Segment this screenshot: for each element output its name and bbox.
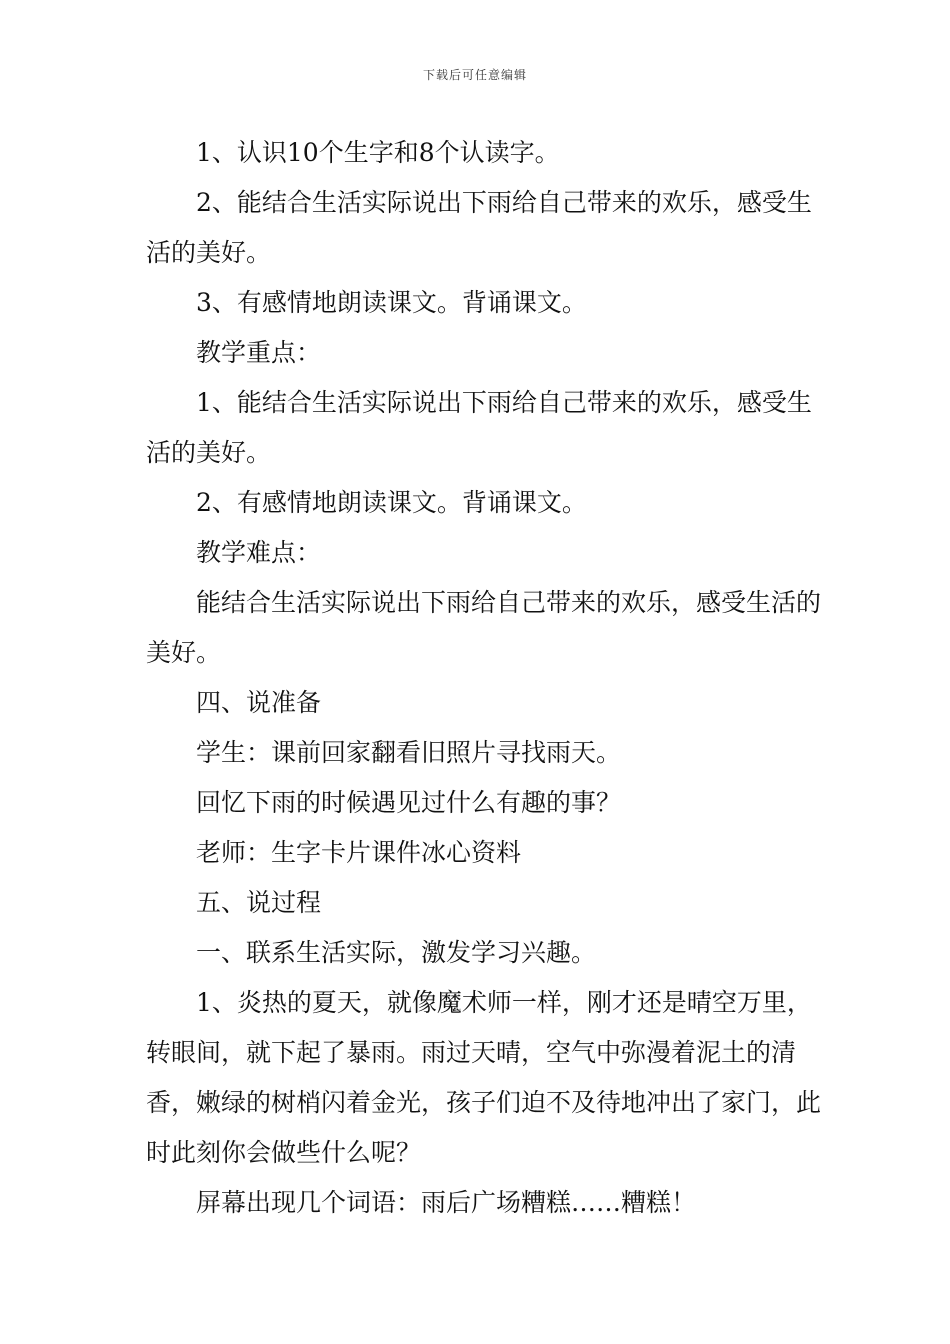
paragraph-teacher-prep: 老师：生字卡片课件冰心资料 [196,838,522,867]
paragraph-step-one: 一、联系生活实际，激发学习兴趣。 [196,938,597,967]
heading-process: 五、说过程 [196,888,322,917]
paragraph-screen-words: 屏幕出现几个词语：雨后广场糟糕……糟糕！ [196,1188,697,1217]
paragraph-student-prep: 学生：课前回家翻看旧照片寻找雨天。 [196,738,622,767]
paragraph-goal-2: 2、能结合生活实际说出下雨给自己带来的欢乐，感受生活的美好。 [146,188,812,267]
document-body [146,128,826,1228]
page-header: 下载后可任意编辑 [422,68,527,82]
paragraph-difficulty: 能结合生活实际说出下雨给自己带来的欢乐，感受生活的美好。 [146,588,822,667]
paragraph-key-point-2: 2、有感情地朗读课文。背诵课文。 [196,488,587,517]
paragraph-recall: 回忆下雨的时候遇见过什么有趣的事？ [196,788,622,817]
paragraph-summer-scene: 1、炎热的夏天，就像魔术师一样，刚才还是晴空万里，转眼间，就下起了暴雨。雨过天晴，空气中弥漫着泥土的清香，嫩绿的树梢闪着金光，孩子们迫不及待地冲出了家门，此时此刻你会做些什么呢？ [146,988,822,1167]
heading-preparation: 四、说准备 [196,688,322,717]
heading-difficulty: 教学难点： [196,538,322,567]
paragraph-goal-3: 3、有感情地朗读课文。背诵课文。 [196,288,587,317]
heading-key-points: 教学重点： [196,338,322,367]
paragraph-key-point-1: 1、能结合生活实际说出下雨给自己带来的欢乐，感受生活的美好。 [146,388,812,467]
paragraph-goal-1: 1、认识10个生字和8个认读字。 [196,138,560,167]
